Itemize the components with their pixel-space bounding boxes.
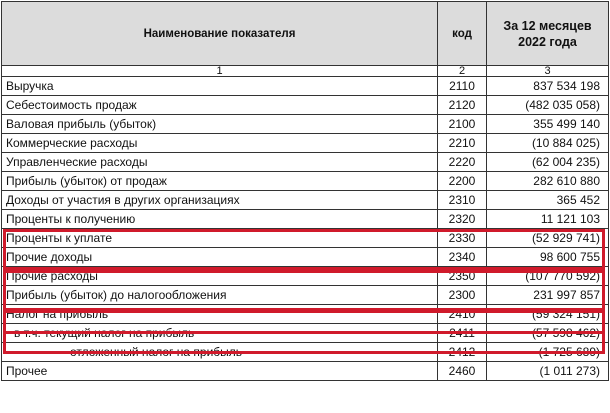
row-value: (1 725 689) — [487, 343, 609, 362]
row-name: Выручка — [2, 77, 438, 96]
row-value: 231 997 857 — [487, 286, 609, 305]
row-name: Проценты к уплате — [2, 229, 438, 248]
row-value: 282 610 880 — [487, 172, 609, 191]
row-name: Управленческие расходы — [2, 153, 438, 172]
header-period-line2: 2022 года — [518, 34, 577, 49]
table-row — [2, 191, 609, 210]
row-code: 2411 — [438, 324, 487, 343]
row-name: Прибыль (убыток) до налогообложения — [2, 286, 438, 305]
table-row — [2, 229, 609, 248]
row-name: Проценты к получению — [2, 210, 438, 229]
row-name: Коммерческие расходы — [2, 134, 438, 153]
table-row — [2, 267, 609, 286]
table-row — [2, 172, 609, 191]
table-row — [2, 286, 609, 305]
table-row — [2, 153, 609, 172]
col-number-1: 1 — [2, 66, 438, 77]
table-row — [2, 324, 609, 343]
table-row — [2, 248, 609, 267]
row-code: 2320 — [438, 210, 487, 229]
header-code: код — [438, 2, 487, 66]
header-period — [487, 2, 609, 66]
row-name: отложенный налог на прибыль — [2, 343, 438, 362]
table-row — [2, 362, 609, 381]
row-value: (59 324 151) — [487, 305, 609, 324]
row-code: 2300 — [438, 286, 487, 305]
row-code: 2100 — [438, 115, 487, 134]
row-name: в т.ч. текущий налог на прибыль — [2, 324, 438, 343]
row-name: Доходы от участия в других организациях — [2, 191, 438, 210]
row-code: 2350 — [438, 267, 487, 286]
row-code: 2410 — [438, 305, 487, 324]
table-row — [2, 115, 609, 134]
row-code: 2460 — [438, 362, 487, 381]
row-name: Прочее — [2, 362, 438, 381]
row-code: 2210 — [438, 134, 487, 153]
row-code: 2310 — [438, 191, 487, 210]
row-value: 11 121 103 — [487, 210, 609, 229]
table-row — [2, 210, 609, 229]
col-number-3: 3 — [487, 66, 609, 77]
row-value: (482 035 058) — [487, 96, 609, 115]
row-value: 365 452 — [487, 191, 609, 210]
column-number-row — [2, 66, 609, 77]
table-row — [2, 305, 609, 324]
table-row — [2, 343, 609, 362]
header-period-line1: За 12 месяцев — [503, 18, 592, 33]
row-name: Себестоимость продаж — [2, 96, 438, 115]
row-code: 2330 — [438, 229, 487, 248]
header-row — [2, 2, 609, 66]
row-name: Прочие доходы — [2, 248, 438, 267]
row-code: 2200 — [438, 172, 487, 191]
row-value: 355 499 140 — [487, 115, 609, 134]
row-name: Налог на прибыль — [2, 305, 438, 324]
table-row — [2, 134, 609, 153]
table-row — [2, 96, 609, 115]
row-value: (1 011 273) — [487, 362, 609, 381]
row-code: 2340 — [438, 248, 487, 267]
row-name: Валовая прибыль (убыток) — [2, 115, 438, 134]
row-code: 2120 — [438, 96, 487, 115]
row-code: 2220 — [438, 153, 487, 172]
row-code: 2110 — [438, 77, 487, 96]
header-name: Наименование показателя — [2, 2, 438, 66]
income-statement-table — [1, 1, 609, 381]
row-value: (107 770 592) — [487, 267, 609, 286]
row-value: (52 929 741) — [487, 229, 609, 248]
row-code: 2412 — [438, 343, 487, 362]
row-value: 837 534 198 — [487, 77, 609, 96]
row-value: (10 884 025) — [487, 134, 609, 153]
row-value: 98 600 755 — [487, 248, 609, 267]
table-row — [2, 77, 609, 96]
row-value: (62 004 235) — [487, 153, 609, 172]
row-name: Прибыль (убыток) от продаж — [2, 172, 438, 191]
col-number-2: 2 — [438, 66, 487, 77]
row-value: (57 598 462) — [487, 324, 609, 343]
row-name: Прочие расходы — [2, 267, 438, 286]
